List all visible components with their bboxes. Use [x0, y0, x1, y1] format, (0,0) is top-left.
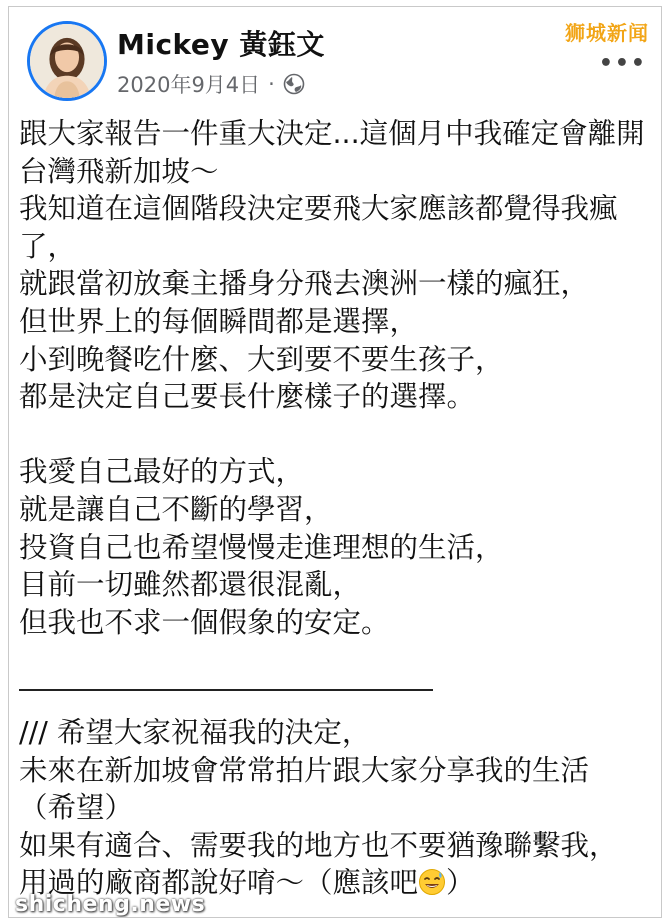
post-line: （希望）: [19, 791, 134, 825]
post-text: [19, 115, 662, 902]
paragraph-gap: [19, 641, 662, 679]
post-line: 就是讓自己不斷的學習，: [19, 492, 333, 526]
post-line: 投資自己也希望慢慢走進理想的生活，: [19, 530, 504, 564]
post-meta: [117, 69, 305, 99]
post-line: 跟大家報告一件重大決定...這個月中我確定會離開: [19, 117, 645, 150]
avatar-image: [30, 24, 104, 98]
post-line: 都是決定自己要長什麼樣子的選擇。: [19, 380, 476, 414]
post-line: 但世界上的每個瞬間都是選擇，: [19, 304, 419, 338]
sweat-smile-emoji-icon: [418, 868, 446, 896]
post-line: 台灣飛新加坡～: [19, 154, 219, 188]
divider-line: [19, 689, 433, 691]
post-line: 就跟當初放棄主播身分飛去澳洲一樣的瘋狂，: [19, 267, 590, 301]
author-name[interactable]: Mickey 黃鈺文: [117, 28, 325, 61]
post-line: 我知道在這個階段決定要飛大家應該都覺得我瘋: [19, 192, 618, 226]
post-card: [8, 6, 662, 918]
avatar[interactable]: [27, 21, 107, 101]
watermark-top: 狮城新闻: [565, 21, 649, 45]
watermark-bottom: shicheng.news: [15, 892, 206, 917]
post-date[interactable]: 2020年9月4日: [117, 73, 261, 97]
post-line: /// 希望大家祝福我的決定，: [19, 715, 371, 749]
post-line: 但我也不求一個假象的安定。: [19, 605, 390, 639]
post-line: 目前一切雖然都還很混亂，: [19, 568, 362, 602]
post-line: 我愛自己最好的方式，: [19, 455, 305, 489]
post-line: 如果有適合、需要我的地方也不要猶豫聯繫我，: [19, 828, 618, 862]
more-options-button[interactable]: •••: [598, 51, 647, 76]
post-line-text: 用過的廠商都說好唷～（應該吧: [19, 866, 419, 900]
meta-separator: ·: [268, 72, 275, 96]
paragraph-gap: [19, 416, 662, 454]
post-line-end: ）: [446, 866, 475, 900]
post-line: 未來在新加坡會常常拍片跟大家分享我的生活: [19, 753, 590, 787]
post-line: 了，: [19, 229, 77, 263]
globe-icon[interactable]: [283, 73, 305, 95]
post-line: 小到晚餐吃什麼、大到要不要生孩子，: [19, 342, 504, 376]
